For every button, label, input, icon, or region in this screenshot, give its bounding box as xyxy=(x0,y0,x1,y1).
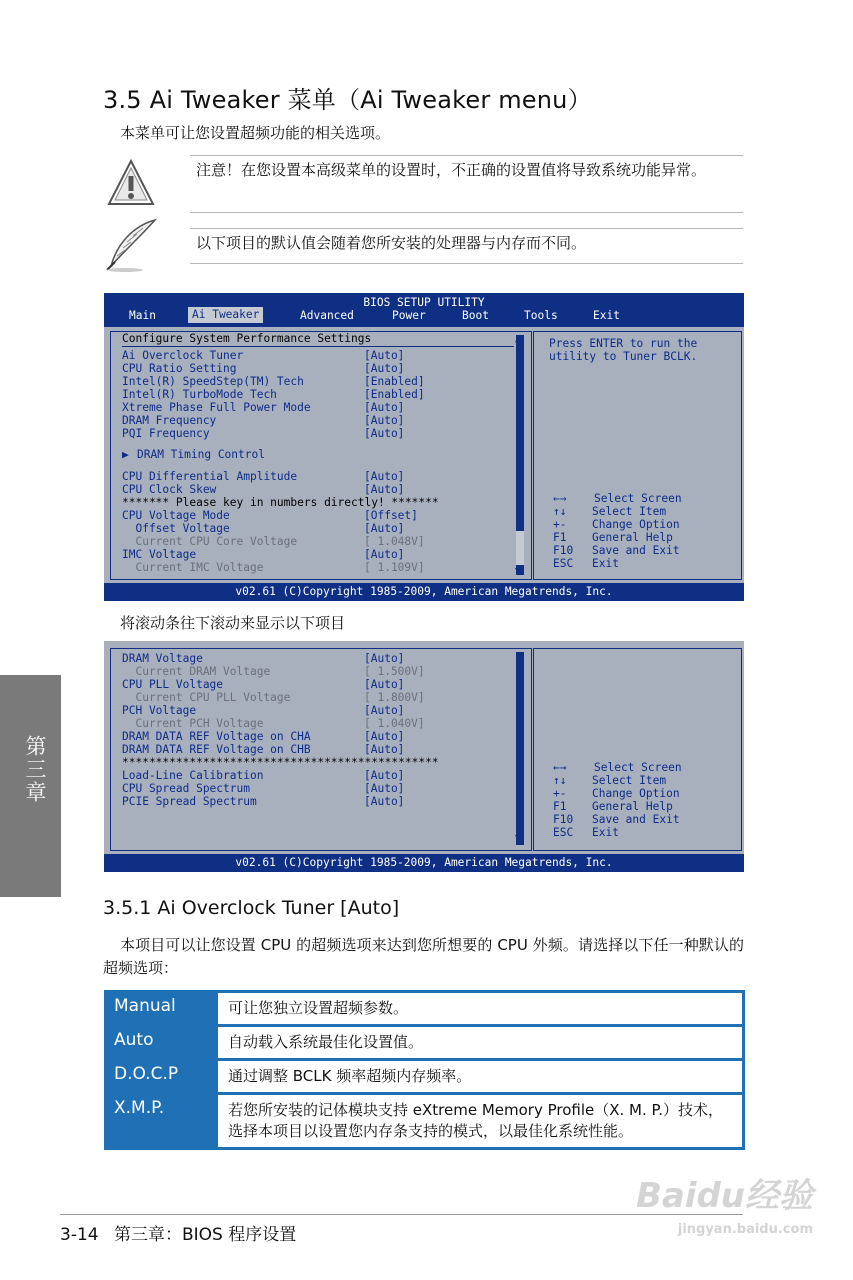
note-divider xyxy=(190,263,743,264)
table-row xyxy=(104,1026,744,1060)
setting-value[interactable]: [Auto] xyxy=(364,678,405,691)
note-default-text: 以下项目的默认值会随着您所安装的处理器与内存而不同。 xyxy=(196,234,587,252)
readonly-label: Current IMC Voltage xyxy=(122,561,264,574)
tab-main[interactable]: Main xyxy=(129,309,156,322)
key-desc: General Help xyxy=(592,531,673,544)
bios-screen-2 xyxy=(104,641,744,872)
setting-value[interactable]: [Auto] xyxy=(364,795,405,808)
separator-stars: *********************************************** xyxy=(122,756,439,769)
note-divider xyxy=(190,212,743,213)
feather-pen-icon xyxy=(103,216,161,274)
setting-label[interactable]: CPU Clock Skew xyxy=(122,483,217,496)
key-desc: Select Screen xyxy=(594,492,682,505)
setting-value[interactable]: [Auto] xyxy=(364,349,405,362)
section-underline xyxy=(122,346,514,347)
setting-label[interactable]: CPU PLL Voltage xyxy=(122,678,224,691)
tab-boot[interactable]: Boot xyxy=(462,309,489,322)
key-name: ESC xyxy=(553,557,574,570)
setting-label[interactable]: PCIE Spread Spectrum xyxy=(122,795,257,808)
page-title: 3.5 Ai Tweaker 菜单（Ai Tweaker menu） xyxy=(103,86,592,114)
key-desc: Select Screen xyxy=(594,761,682,774)
setting-label[interactable]: PQI Frequency xyxy=(122,427,210,440)
key-name: ↑↓ xyxy=(553,774,567,787)
key-name: F1 xyxy=(553,800,567,813)
setting-value[interactable]: [Auto] xyxy=(364,483,405,496)
key-desc: Select Item xyxy=(592,774,667,787)
option-desc: 自动载入系统最佳化设置值。 xyxy=(218,1026,744,1060)
section-header: Configure System Performance Settings xyxy=(122,332,372,345)
key-name: F10 xyxy=(553,544,574,557)
subsection-description: 本项目可以让您设置 CPU 的超频选项来达到您所想要的 CPU 外频。请选择以下任一种默认的超频选项： xyxy=(103,936,744,977)
watermark-url: jingyan.baidu.com xyxy=(677,1222,813,1237)
options-table xyxy=(104,990,745,1150)
chapter-side-tab xyxy=(0,675,61,897)
option-name: Manual xyxy=(114,995,176,1016)
bios-title: BIOS SETUP UTILITY xyxy=(363,296,485,309)
readonly-value: [ 1.109V] xyxy=(364,561,425,574)
chapter-side-label: 第三章 xyxy=(23,735,47,804)
setting-label[interactable]: DRAM Voltage xyxy=(122,652,203,665)
setting-value[interactable]: [Auto] xyxy=(364,401,405,414)
setting-value[interactable]: [Auto] xyxy=(364,522,405,535)
key-desc: Exit xyxy=(592,557,619,570)
note-divider xyxy=(190,155,743,156)
setting-value[interactable]: [Enabled] xyxy=(364,388,425,401)
key-desc: Save and Exit xyxy=(592,813,680,826)
setting-value[interactable]: [Auto] xyxy=(364,427,405,440)
subsection-title: 3.5.1 Ai Overclock Tuner [Auto] xyxy=(103,897,400,919)
setting-value[interactable]: [Offset] xyxy=(364,509,418,522)
footer-chapter-title: 第三章：BIOS 程序设置 xyxy=(114,1225,297,1245)
key-desc: Save and Exit xyxy=(592,544,680,557)
scrollbar-thumb[interactable] xyxy=(516,531,524,565)
setting-value[interactable]: [Auto] xyxy=(364,548,405,561)
readonly-label: Current DRAM Voltage xyxy=(122,665,271,678)
setting-value[interactable]: [Auto] xyxy=(364,414,405,427)
setting-value[interactable]: [Enabled] xyxy=(364,375,425,388)
setting-label[interactable]: Intel(R) TurboMode Tech xyxy=(122,388,277,401)
key-desc: Exit xyxy=(592,826,619,839)
setting-value[interactable]: [Auto] xyxy=(364,470,405,483)
setting-label[interactable]: CPU Voltage Mode xyxy=(122,509,230,522)
help-text: Press ENTER to run the xyxy=(549,337,698,350)
tab-advanced[interactable]: Advanced xyxy=(300,309,354,322)
page-number: 3-14 xyxy=(60,1225,99,1245)
readonly-value: [ 1.500V] xyxy=(364,665,425,678)
setting-value[interactable]: [Auto] xyxy=(364,652,405,665)
readonly-value: [ 1.048V] xyxy=(364,535,425,548)
setting-label[interactable]: PCH Voltage xyxy=(122,704,197,717)
key-name: ←→ xyxy=(553,492,567,505)
key-name: ESC xyxy=(553,826,574,839)
table-row xyxy=(104,992,744,1026)
key-name: +- xyxy=(553,518,567,531)
setting-value[interactable]: [Auto] xyxy=(364,782,405,795)
readonly-value: [ 1.800V] xyxy=(364,691,425,704)
page-footer xyxy=(60,1220,296,1245)
readonly-label: Current CPU PLL Voltage xyxy=(122,691,291,704)
table-row xyxy=(104,1060,744,1094)
note-divider xyxy=(190,228,743,229)
setting-label[interactable]: Xtreme Phase Full Power Mode xyxy=(122,401,311,414)
tab-ai-tweaker[interactable]: Ai Tweaker xyxy=(188,307,263,323)
key-name: F10 xyxy=(553,813,574,826)
submenu-arrow-icon: ▶ xyxy=(122,448,129,461)
option-desc: 若您所安装的记体模块支持 eXtreme Memory Profile（X. M. P.）技术，选择本项目以设置您内存条支持的模式，以最佳化系统性能。 xyxy=(218,1094,744,1149)
help-text: utility to Tuner BCLK. xyxy=(549,350,698,363)
setting-label[interactable]: CPU Spread Spectrum xyxy=(122,782,250,795)
setting-value[interactable]: [Auto] xyxy=(364,730,405,743)
option-name: X.M.P. xyxy=(114,1097,165,1118)
setting-value[interactable]: [Auto] xyxy=(364,704,405,717)
setting-label[interactable]: Offset Voltage xyxy=(122,522,230,535)
warning-icon xyxy=(106,158,156,208)
option-name: D.O.C.P xyxy=(114,1063,179,1084)
readonly-label: Current CPU Core Voltage xyxy=(122,535,298,548)
bios-copyright: v02.61 (C)Copyright 1985-2009, American Megatrends, Inc. xyxy=(104,583,744,601)
key-desc: General Help xyxy=(592,800,673,813)
setting-label[interactable]: Intel(R) SpeedStep(TM) Tech xyxy=(122,375,304,388)
key-name: ↑↓ xyxy=(553,505,567,518)
setting-label[interactable]: DRAM DATA REF Voltage on CHA xyxy=(122,730,311,743)
readonly-value: [ 1.040V] xyxy=(364,717,425,730)
intro-text: 本菜单可让您设置超频功能的相关选项。 xyxy=(120,124,391,142)
setting-label[interactable]: IMC Voltage xyxy=(122,548,197,561)
bios-title-bar xyxy=(104,293,744,327)
scroll-down-icon[interactable]: ▼ xyxy=(515,833,521,843)
setting-label[interactable]: CPU Ratio Setting xyxy=(122,362,237,375)
key-name: ←→ xyxy=(553,761,567,774)
scrollbar[interactable] xyxy=(516,652,524,845)
note-warning-text: 注意！在您设置本高级菜单的设置时，不正确的设置值将导致系统功能异常。 xyxy=(196,161,707,179)
setting-value[interactable]: [Auto] xyxy=(364,362,405,375)
bios-screen-1 xyxy=(104,293,744,601)
setting-label[interactable]: DRAM Frequency xyxy=(122,414,217,427)
scroll-instruction: 将滚动条往下滚动来显示以下项目 xyxy=(120,614,346,632)
scroll-up-icon[interactable]: ▲ xyxy=(515,335,521,345)
numbers-notice: ******* Please key in numbers directly! ******* xyxy=(122,496,439,509)
setting-label[interactable]: CPU Differential Amplitude xyxy=(122,470,298,483)
tab-exit[interactable]: Exit xyxy=(593,309,620,322)
setting-label[interactable]: Ai Overclock Tuner xyxy=(122,349,244,362)
watermark-brand: Baidu经验 xyxy=(635,1176,813,1216)
bios-copyright: v02.61 (C)Copyright 1985-2009, American Megatrends, Inc. xyxy=(104,854,744,872)
tab-tools[interactable]: Tools xyxy=(524,309,558,322)
setting-value[interactable]: [Auto] xyxy=(364,743,405,756)
scroll-down-icon[interactable]: ▼ xyxy=(515,566,521,576)
key-desc: Change Option xyxy=(592,518,680,531)
readonly-label: Current PCH Voltage xyxy=(122,717,264,730)
option-desc: 通过调整 BCLK 频率超频内存频率。 xyxy=(218,1060,744,1094)
setting-label[interactable]: DRAM DATA REF Voltage on CHB xyxy=(122,743,311,756)
table-row xyxy=(104,1094,744,1149)
key-desc: Select Item xyxy=(592,505,667,518)
option-desc: 可让您独立设置超频参数。 xyxy=(218,992,744,1026)
setting-label[interactable]: Load-Line Calibration xyxy=(122,769,264,782)
submenu-dram-timing[interactable]: DRAM Timing Control xyxy=(137,448,265,461)
key-name: +- xyxy=(553,787,567,800)
setting-value[interactable]: [Auto] xyxy=(364,769,405,782)
tab-power[interactable]: Power xyxy=(392,309,426,322)
option-name: Auto xyxy=(114,1029,154,1050)
key-desc: Change Option xyxy=(592,787,680,800)
key-name: F1 xyxy=(553,531,567,544)
